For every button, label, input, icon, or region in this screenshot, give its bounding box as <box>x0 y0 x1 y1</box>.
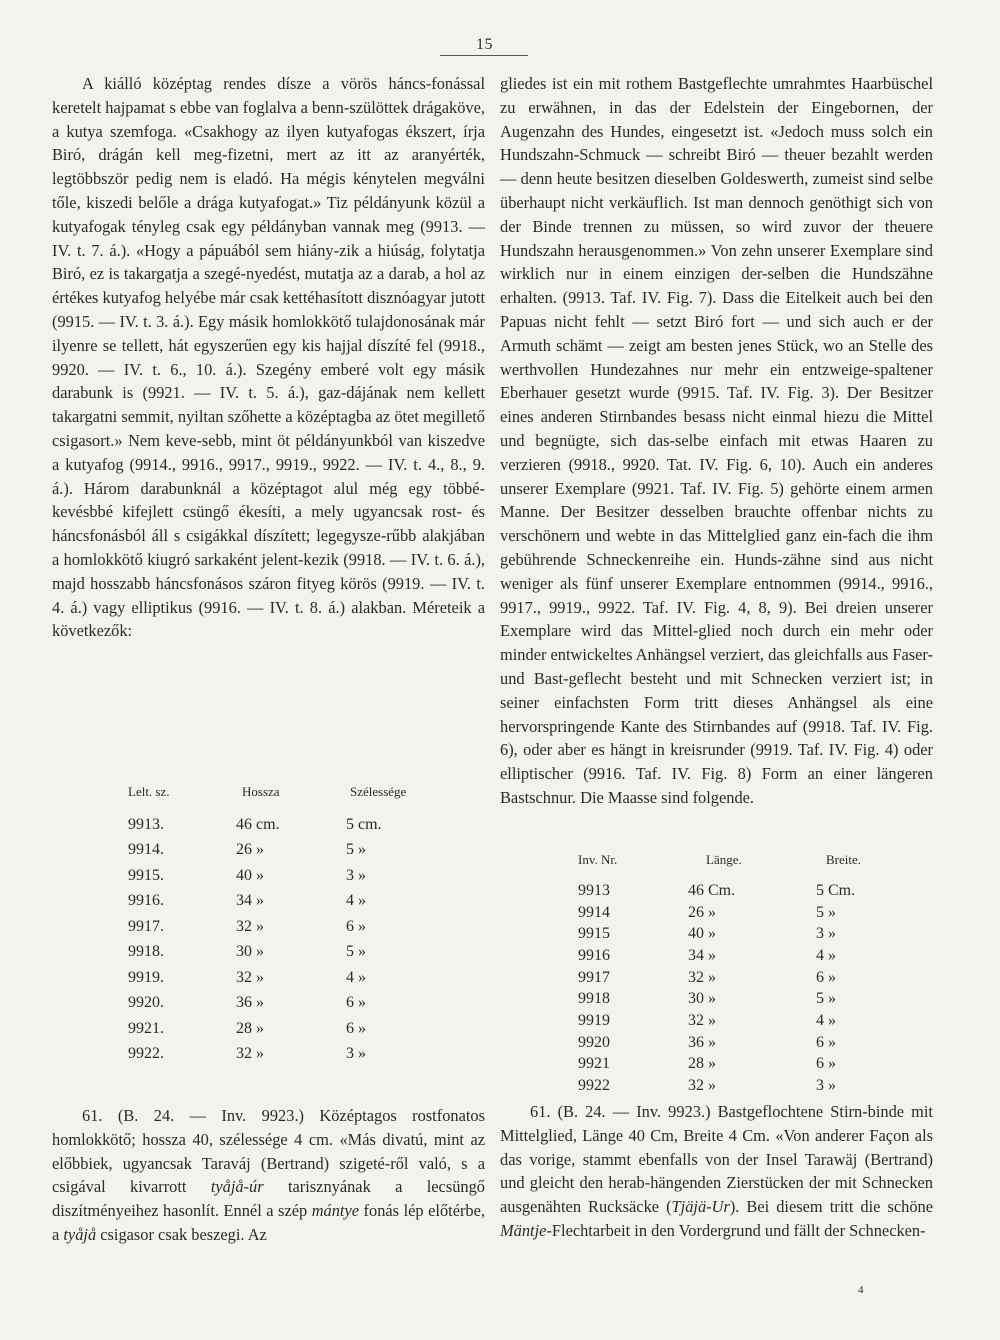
table-cell-inventory: 9922. <box>128 1045 164 1063</box>
right-entry-text-b: ). Bei diesem tritt die schöne <box>729 1197 933 1217</box>
signature-mark: 4 <box>858 1284 864 1296</box>
table-row <box>128 991 406 1017</box>
table-cell-width: 6 » <box>816 1033 836 1051</box>
table-header-width: Breite. <box>826 852 862 867</box>
left-entry-text-c: fonás lép előtérbe, a <box>52 1201 485 1244</box>
table-cell-length: 28 » <box>236 1019 264 1037</box>
table-row <box>578 1054 861 1076</box>
table-cell-width: 5 » <box>816 990 836 1008</box>
left-entry-text-d: csigasor csak beszegi. Az <box>96 1224 267 1244</box>
table-cell-inventory: 9920. <box>128 994 164 1012</box>
table-cell-width: 4 » <box>346 892 366 910</box>
table-row <box>578 880 861 902</box>
table-cell-inventory: 9914 <box>578 903 610 921</box>
table-cell-inventory: 9913 <box>578 881 610 899</box>
table-row <box>578 967 861 989</box>
table-cell-inventory: 9920 <box>578 1033 610 1051</box>
table-cell-length: 32 » <box>236 1045 264 1063</box>
table-cell-length: 46 Cm. <box>688 881 736 899</box>
table-row <box>128 940 406 966</box>
table-cell-inventory: 9913. <box>128 815 164 833</box>
table-cell-width: 6 » <box>816 1055 836 1073</box>
table-row <box>128 863 406 889</box>
table-cell-width: 6 » <box>816 968 836 986</box>
table-cell-width: 3 » <box>816 1077 836 1095</box>
table-cell-length: 32 » <box>688 1011 716 1029</box>
table-row <box>128 965 406 991</box>
left-column-lower <box>52 1104 485 1247</box>
table-cell-length: 32 » <box>688 968 716 986</box>
table-row <box>128 838 406 864</box>
table-header-inventory: Inv. Nr. <box>578 852 618 867</box>
table-cell-width: 3 » <box>816 925 836 943</box>
right-entry-text-c: -Flechtarbeit in den Vordergrund und fällt der Schnecken- <box>546 1220 926 1240</box>
table-cell-length: 34 » <box>236 892 264 910</box>
right-entry-italic-1: Tjäjä-Ur <box>671 1197 730 1217</box>
page-number-rule <box>440 55 528 56</box>
left-measurement-table <box>128 784 406 1067</box>
right-column <box>500 72 933 810</box>
table-cell-width: 3 » <box>346 866 366 884</box>
table-cell-length: 30 » <box>236 943 264 961</box>
table-row <box>128 812 406 838</box>
table-cell-length: 32 » <box>236 917 264 935</box>
table-cell-length: 28 » <box>688 1055 716 1073</box>
table-cell-inventory: 9919. <box>128 968 164 986</box>
table-row <box>578 923 861 945</box>
left-paragraph-entry-61 <box>52 1104 485 1247</box>
table-cell-length: 36 » <box>688 1033 716 1051</box>
left-entry-italic-1: tyåjå-úr <box>210 1177 264 1197</box>
table-cell-inventory: 9914. <box>128 841 164 859</box>
right-paragraph-intro: gliedes ist ein mit rothem Bastgeflechte umrahmtes Haarbüschel zu erwähnen, in das der Edelstein der Eingebornen, der Augenzahn des Hundes, eingesetzt ist. «Jedoch muss solch ein Hundszahn-Schmuck — schreibt Biró — theuer bezahlt werden — denn heute besitzen dieselben Goldeswerth, zumeist sind selbe überhaupt nicht verkäuflich. Ist man dennoch genöthigt sich von der Binde trennen zu müssen, so wird zuvor der theuere Hundszahn herausgenommen.» Von zehn unserer Exemplare sind wirklich nur in einem einzigen der-selben die Hundszähne erhalten. (9913. Taf. IV. Fig. 7). Dass die Eitelkeit auch bei den Papuas nicht fehlt — setzt Biró fort — und sich auch er der Armuth schämt — zeigt am besten jenes Stück, wo an Stelle des werthvollen Hundezahnes nur mehr ein entzweige-spaltener Eberhauer gesetzt wurde (9915. Taf. IV. Fig. 3). Der Besitzer eines anderen Stirnbandes besass nicht einmal hiezu die Mittel und begnügte, sich das-selbe einfach mit etwas Haaren zu verzieren (9918., 9920. Tat. IV. Fig. 6, 10). Auch ein anderes unserer Exemplare (9921. Taf. IV. Fig. 5) gehörte einem armen Manne. Der Besitzer desselben brauchte offenbar nichts zu verschönern und webte in das Mittelglied ganz ein-fach die ihm gebührende Schneckenreihe ein. Hunds-zähne sind aus nicht weniger als fünf unserer Exemplare entnommen (9914., 9916., 9917., 9919., 9922. Taf. IV. Fig. 4, 8, 9). Bei dreien unserer Exemplare wird das Mittel-glied noch durch ein mehr oder minder entwickeltes Anhängsel verziert, das gleichfalls aus Faser- und Bast-geflecht besteht und mit Schnecken verziert ist; in seiner einfachsten Form tritt dieses Anhängsel als eine hervorspringende Kante des Stirnbandes auf (9918. Taf. IV. Fig. 6), oder aber es hängt in kreisrunder (9919. Taf. IV. Fig. 4) oder elliptischer (9916. Taf. IV. Fig. 8) Form an einer längeren Bastschnur. Die Maasse sind folgende. <box>500 74 933 807</box>
table-cell-width: 5 » <box>346 841 366 859</box>
left-entry-text-a: 61. (B. 24. — Inv. 9923.) Középtagos rostfonatos homlokkötő; hossza 40, szélessége 4 cm. «Más divatú, mint az előbbiek, ugyancsak Taraváj (Bertrand) szigeté-ről való, s a csigával kivarrott <box>52 1106 485 1197</box>
left-paragraph-intro: A kiálló középtag rendes dísze a vörös háncs-fonással keretelt hajpamat s ebbe van foglalva a benn-szülöttek drágaköve, a kutya szemfoga. «Csakhogy az ilyen kutyafogas ékszert, írja Biró, drágán kell meg-fizetni, mert az itt az aranyérték, legtöbbször pedig nem is eladó. Ha mégis kénytelen megválni tőle, kiszedi belőle a drága kutyafogat.» Tiz példányunk közül a kutyafogak tényleg csak egy példányban vannak meg (9913. — IV. t. 7. á.). «Hogy a pápuából sem hiány-zik a hiúság, folytatja Biró, ez is takargatja a szegé-nyedést, mutatja az a darab, a hol az értékes kutyafog helyébe már csak kettéhasított disznóagyar jutott (9915. — IV. t. 3. á.). Egy másik homlokkötő tulajdonosának már ilyenre se tellett, hát egyszerűen egy kis hajjal díszíté fel (9918., 9920. — IV. t. 6., 10. á.). Szegény emberé volt egy másik darabunk is (9921. — IV. t. 5. á.), gaz-dájának nem kellett takargatni semmit, nyiltan szőhette a középtagba az ötet megillető csigasort.» Nem keve-sebb, mint öt példányunkból van kiszedve a kutyafog (9914., 9916., 9917., 9919., 9922. — IV. t. 4., 8., 9. á.). Három darabunknál a középtagot alul még egy többé-kevésbbé kifejlett csüngő ékesíti, a mely ugyancsak rost- és háncsfonásból áll s csigákkal díszített; legegysze-rűbb alakjában a homlokkötő kiugró sarkaként jelent-kezik (9918. — IV. t. 6. á.), majd hosszabb háncsfonásos száron fityeg körös (9919. — IV. t. 4. á.) vagy elliptikus (9916. — IV. t. 8. á.) alakban. Méreteik a következők: <box>52 74 485 641</box>
table-cell-length: 46 cm. <box>236 815 280 833</box>
table-header-inventory: Lelt. sz. <box>128 784 170 799</box>
table-cell-length: 36 » <box>236 994 264 1012</box>
right-measurement-table <box>578 852 861 1097</box>
table-cell-length: 26 » <box>236 841 264 859</box>
left-entry-italic-2: mántye <box>311 1201 360 1221</box>
table-cell-inventory: 9921 <box>578 1055 610 1073</box>
table-header-row <box>578 852 861 880</box>
table-row <box>578 1075 861 1097</box>
table-cell-length: 26 » <box>688 903 716 921</box>
table-cell-length: 34 » <box>688 946 716 964</box>
table-row <box>578 945 861 967</box>
table-cell-inventory: 9917 <box>578 968 610 986</box>
table-cell-width: 6 » <box>346 994 366 1012</box>
right-entry-italic-2: Mäntje <box>500 1220 547 1240</box>
table-row <box>128 1042 406 1068</box>
page-number: 15 <box>476 36 493 53</box>
table-row <box>578 1010 861 1032</box>
table-cell-inventory: 9921. <box>128 1019 164 1037</box>
table-row <box>578 988 861 1010</box>
table-cell-width: 5 » <box>816 903 836 921</box>
table-row <box>128 889 406 915</box>
table-row <box>578 902 861 924</box>
table-cell-inventory: 9919 <box>578 1011 610 1029</box>
table-cell-width: 6 » <box>346 917 366 935</box>
table-cell-inventory: 9916. <box>128 892 164 910</box>
table-cell-length: 30 » <box>688 990 716 1008</box>
table-cell-inventory: 9915. <box>128 866 164 884</box>
table-cell-inventory: 9918 <box>578 990 610 1008</box>
table-header-row <box>128 784 406 812</box>
table-cell-length: 32 » <box>236 968 264 986</box>
table-header-width: Szélessége <box>350 784 407 799</box>
table-header-length: Hossza <box>242 784 280 799</box>
table-cell-width: 3 » <box>346 1045 366 1063</box>
table-cell-width: 4 » <box>346 968 366 986</box>
table-cell-length: 32 » <box>688 1077 716 1095</box>
table-cell-width: 5 cm. <box>346 815 382 833</box>
table-cell-width: 6 » <box>346 1019 366 1037</box>
left-entry-italic-3: tyåjå <box>63 1224 97 1244</box>
table-cell-width: 5 » <box>346 943 366 961</box>
right-entry-text-a: 61. (B. 24. — Inv. 9923.) Bastgeflochtene Stirn-binde mit Mittelglied, Länge 40 Cm, Breite 4 Cm. «Von anderer Façon als das vorige, stammt ebenfalls von der Insel Tarawäj (Bertrand) und gleicht den herab-hängenden Zierstücken der mit Schnecken ausgenähten Rucksäcke ( <box>500 1102 933 1217</box>
left-entry-text-b: tarisznyának a lecsüngő diszítményeihez hasonlít. Ennél a szép <box>52 1177 485 1221</box>
table-cell-inventory: 9918. <box>128 943 164 961</box>
table-cell-width: 4 » <box>816 946 836 964</box>
table-cell-width: 5 Cm. <box>816 881 856 899</box>
table-header-length: Länge. <box>706 852 742 867</box>
right-paragraph-entry-61 <box>500 1100 933 1243</box>
table-row <box>128 914 406 940</box>
table-row <box>578 1032 861 1054</box>
right-column-lower <box>500 1100 933 1243</box>
table-cell-inventory: 9917. <box>128 917 164 935</box>
table-cell-width: 4 » <box>816 1011 836 1029</box>
table-cell-inventory: 9922 <box>578 1077 610 1095</box>
left-column <box>52 72 485 643</box>
table-cell-length: 40 » <box>236 866 264 884</box>
table-cell-inventory: 9915 <box>578 925 610 943</box>
table-row <box>128 1016 406 1042</box>
table-cell-length: 40 » <box>688 925 716 943</box>
table-cell-inventory: 9916 <box>578 946 610 964</box>
